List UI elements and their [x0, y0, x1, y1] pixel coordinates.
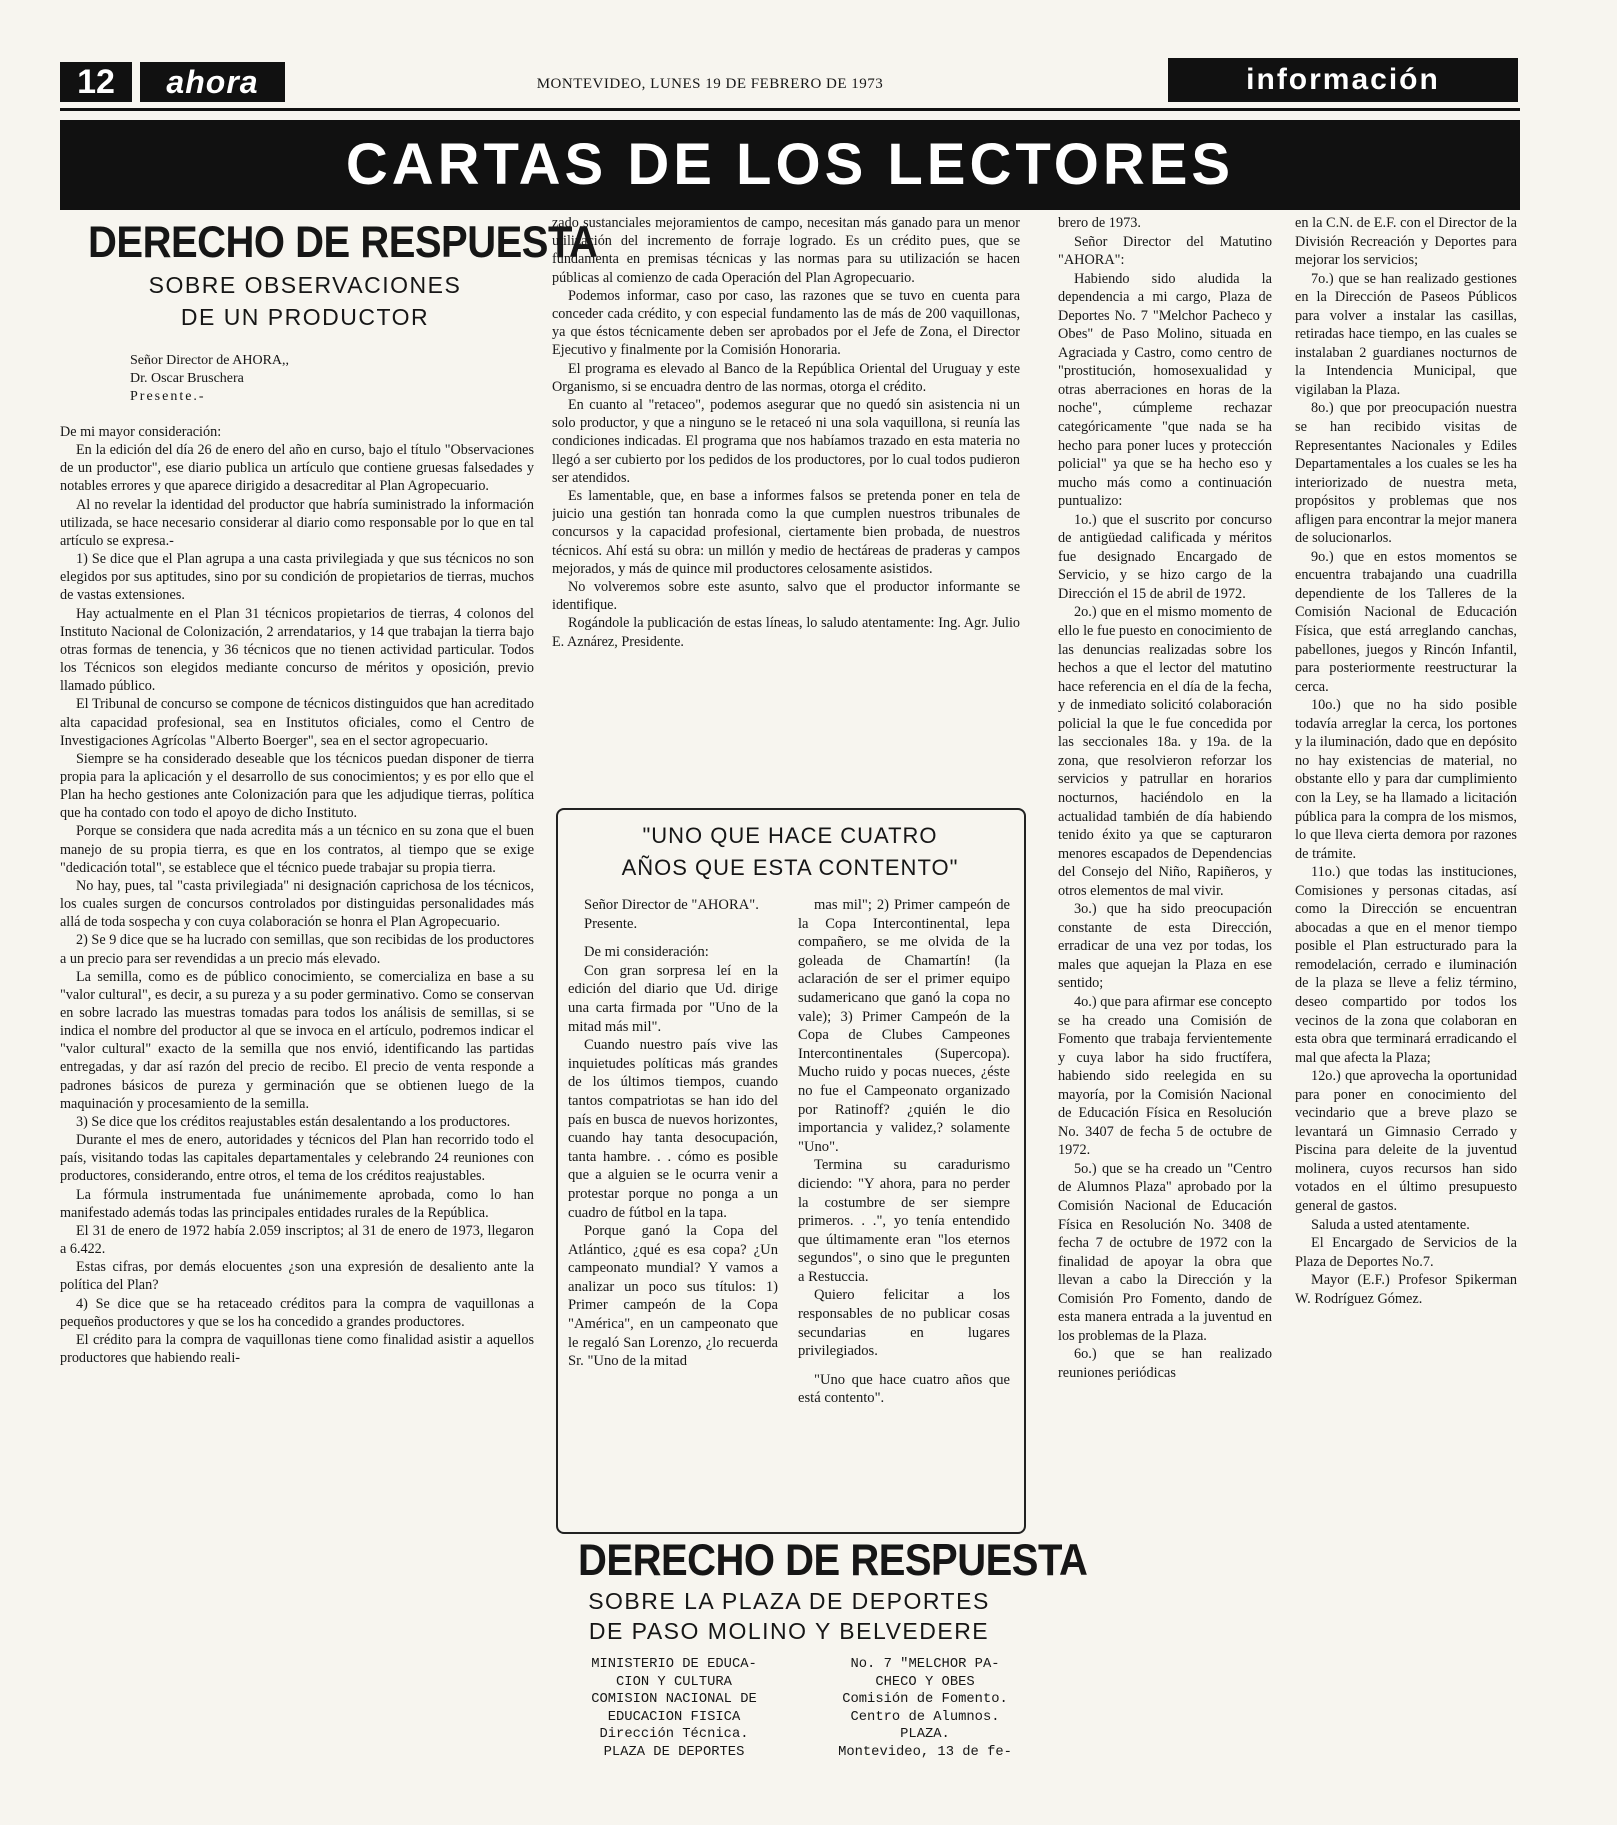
paragraph: Quiero felicitar a los responsables de no publicar cosas secundarias en lugares privilegiados. — [798, 1287, 1010, 1360]
article-subheadline: DE UN PRODUCTOR — [180, 304, 430, 330]
article-subheadline: SOBRE OBSERVACIONES — [148, 272, 462, 298]
paragraph: Durante el mes de enero, autoridades y técnicos del Plan han recorrido todo el país, visitando todas las capitales departamentales y celebrando 24 reuniones con productores, considerando, entre otros, el tema de los créditos reajustables. — [60, 1132, 534, 1185]
paragraph: 7o.) que se han realizado gestiones en la Dirección de Paseos Públicos para volver a instalar las casillas, retiradas hace tiempo, en las cuales se instalaban 2 guardianes nocturnos de la Intendencia Municipal, que vigilaban la Plaza. — [1295, 270, 1517, 398]
letter-title-line: AÑOS QUE ESTA CONTENTO" — [621, 855, 959, 880]
salutation-line: Dr. Oscar Bruschera — [130, 371, 244, 386]
paragraph: 2) Se 9 dice que se ha lucrado con semillas, que son recibidas de los productores a un precio para ser revendidas a un precio más elevado. — [60, 932, 534, 967]
header-rule — [60, 108, 1520, 111]
publication-logo: ahora — [140, 62, 285, 102]
paragraph: mas mil"; 2) Primer campeón de la Copa Intercontinental, lepa compañero, se me olvida de la goleada de Chamartín! (la aclaración de ser el primer equipo sudamericano que ganó la copa no vale); 3) Primer Campeón de la Copa de Clubes Campeones Intercontinentales (Supercopa). Mucho ruido y pocas nueces, ¿éste no fue el Campeonato organizado por Ratinoff? ¿quién le dio importancia y validez,? solamente "Uno". — [798, 897, 1010, 1155]
paragraph: El programa es elevado al Banco de la República Oriental del Uruguay y este Organismo, si se encuadra dentro de las normas, otorga el crédito. — [552, 360, 1020, 395]
paragraph: El 31 de enero de 1972 había 2.059 inscriptos; al 31 de enero de 1973, llegaron a 6.422. — [60, 1222, 534, 1258]
paragraph: 3) Se dice que los créditos reajustables están desalentando a los productores. — [76, 1113, 511, 1130]
paragraph: Estas cifras, por demás elocuentes ¿son una expresión de desaliento ante la política del Plan? — [60, 1259, 534, 1294]
paragraph: Porque se considera que nada acredita más a un técnico en su zona que el buen manejo de su propia tierra, es que en los contratos, al tiempo que se exige "dedicación total", se establece que el técnico puede trabajar su propia tierra. — [60, 823, 534, 876]
memo-line: Montevideo, 13 de fe- — [838, 1744, 1012, 1760]
article-subheadline: DE PASO MOLINO Y BELVEDERE — [588, 1618, 990, 1644]
salutation — [130, 352, 289, 406]
paragraph: Al no revelar la identidad del productor que habría suministrado la información utilizada, se hace necesario considerar al diario como responsable por lo que en tal artículo se expresa.- — [60, 496, 534, 549]
dateline: MONTEVIDEO, LUNES 19 DE FEBRERO DE 1973 — [536, 76, 884, 92]
paragraph: 5o.) que se ha creado un "Centro de Alumnos Plaza" aprobado por la Comisión Nacional de Educación Física en Resolución No. 3408 de fecha 7 de octubre de 1972 con la finalidad de apoyar la obra que llevan a cabo la Dirección y la Comisión Pro Fomento, dando de esta manera entrada a la juventud en los problemas de la Plaza. — [1058, 1160, 1272, 1344]
paragraph: Hay actualmente en el Plan 31 técnicos propietarios de tierras, 4 colonos del Instituto Nacional de Colonización, 2 arrendatarios, y 14 que trabajan la tierra bajo otras formas de tenencia, y 36 técnicos que no tienen actividad particular. Todos los Técnicos son elegidos mediante concurso de méritos y oposición, previo llamado público. — [60, 605, 534, 695]
section-banner: CARTAS DE LOS LECTORES — [60, 120, 1520, 210]
article-column-1 — [60, 423, 534, 1813]
paragraph: 4o.) que para afirmar ese concepto se ha creado una Comisión de Fomento que trabaja fervientemente y cuya labor ha sido fructífera, habiendo sido reelegida en su mayoría, por la Comisión Nacional de Educación Física en Resolución No. 3407 de fecha 5 de octubre de 1972. — [1058, 993, 1272, 1159]
section-label: información — [1168, 58, 1518, 102]
memo-line: PLAZA. — [900, 1727, 950, 1742]
paragraph: 12o.) que aprovecha la oportunidad para poner en conocimiento del vecindario que a breve plazo se levantará un Gimnasio Cerrado y Piscina para deleite de la juventud molinera, cuyos recursos han sido votados en el último presupuesto general de gastos. — [1295, 1068, 1517, 1214]
paragraph: De mi mayor consideración: — [60, 424, 222, 440]
paragraph: El crédito para la compra de vaquillonas tiene como finalidad asistir a aquellos productores que habiendo reali- — [60, 1331, 534, 1366]
paragraph: Termina su caradurismo diciendo: "Y ahora, para no perder la costumbre de ser siempre primeros. . .", yo tenía entendido que últimamente eran "los eternos segundos", o sino que le pregunten a Restuccia. — [798, 1157, 1010, 1285]
article-subheadline: SOBRE LA PLAZA DE DEPORTES — [588, 1588, 990, 1614]
paragraph: brero de 1973. — [1058, 215, 1141, 231]
salutation-line: Señor Director de AHORA,, — [130, 353, 290, 368]
memo-line: COMISION NACIONAL DE — [591, 1692, 757, 1707]
paragraph: El Encargado de Servicios de la Plaza de Deportes No.7. — [1295, 1235, 1517, 1270]
paragraph: Porque ganó la Copa del Atlántico, ¿qué es esa copa? ¿Un campeonato mundial? Y vamos a analizar un poco sus títulos: 1) Primer campeón de la Copa "América", en un campeonato que le regaló San Lorenzo, ¿lo recuerda Sr. "Uno de la mitad — [568, 1223, 778, 1370]
paragraph: en la C.N. de E.F. con el Director de la División Recreación y Deportes para mejorar los servicios; — [1295, 215, 1517, 269]
paragraph: 11o.) que todas las instituciones, Comisiones y personas citadas, así como la Dirección se encuentran abocadas a que en el menor tiempo posible el Plan estructurado para la remodelación, cerrado e iluminación de la plaza se lleve a feliz término, deseo compartido por todos los vecinos de la zona que colaboran en esta obra que terminará erradicando el mal que afecta la Plaza; — [1295, 864, 1517, 1066]
letter-title-line: "UNO QUE HACE CUATRO — [642, 823, 938, 848]
memo-line: Comisión de Fomento. — [842, 1692, 1008, 1707]
memo-line: MINISTERIO DE EDUCA- — [591, 1657, 757, 1672]
paragraph: No hay, pues, tal "casta privilegiada" ni designación caprichosa de los técnicos, los cuales surgen de concursos controlados por distinguidas personalidades más allá de toda sospecha y con cuya colaboración se honra el Plan Agropecuario. — [60, 877, 534, 931]
letter-column-1 — [568, 896, 778, 1522]
paragraph: Rogándole la publicación de estas líneas, lo saludo atentamente: Ing. Agr. Julio E. Aznárez, Presidente. — [552, 615, 1020, 650]
paragraph: De mi consideración: — [584, 944, 709, 961]
paragraph: En la edición del día 26 de enero del año en curso, bajo el título "Observaciones de un productor", ese diario publica un artículo que contiene gruesas falsedades y notables errores y que aparece dirigido a desacreditar al Plan Agropecuario. — [60, 442, 534, 495]
paragraph: Con gran sorpresa leí en la edición del diario que Ud. dirige una carta firmada por "Uno de la mitad más mil". — [568, 962, 778, 1035]
page-number: 12 — [60, 62, 132, 102]
paragraph: La semilla, como es de público conocimiento, se comercializa en base a su "valor cultural", es decir, a su pureza y a su poder germinativo. Como se conservan en sobre lacrado las muestras tomadas para todos los análisis de semillas, si se indica el nombre del productor al que se invoca en el artículo, podremos indicar el "valor cultural" exacto de la semilla que nos envió, identificando las partidas entregadas, y dar así razón del precio de recibo. El precio de venta responde a padrones básicos de pureza y germinación que se obtienen luego de la maquinación y procesamiento de la semilla. — [60, 968, 534, 1112]
article-column-4 — [1295, 214, 1517, 1814]
memo-line: Dirección Técnica. — [599, 1727, 749, 1742]
paragraph: Siempre se ha considerado deseable que los técnicos puedan disponer de tierra propia para la aplicación y el desarrollo de sus conocimientos; y es por ello que el Plan ha hecho gestiones ante Colonización para que les adjudique tierras, política que ha contado con todo el apoyo de dicho Instituto. — [60, 750, 534, 822]
paragraph: 10o.) que no ha sido posible todavía arreglar la cerca, los portones y la iluminación, dado que en depósito no hay existencias de material, no obstante ello y para dar cumplimiento con la Ley, se ha llamado a licitación pública para la compra de los mismos, lo que lleva cierta demora por razones de trámite. — [1295, 697, 1517, 862]
paragraph: Podemos informar, caso por caso, las razones que se tuvo en cuenta para conceder cada crédito, y con especial fundamento las de más de 200 vaquillonas, ya que éstos técnicamente deben ser aprobados por el Jefe de Zona, el Director Ejecutivo y finalmente por la Comisión Honoraria. — [552, 287, 1020, 359]
paragraph: En cuanto al "retaceo", podemos asegurar que no quedó sin asistencia ni un solo productor, y que a ninguno se le retaceó ni una sola vaquillona, si reunía las condiciones indicadas. El programa que nos habíamos trazado en esta materia no llegó a ser cubierto por los pedidos de los productores, por lo cual todos pudieron ser atendidos. — [552, 397, 1020, 486]
paragraph: 6o.) que se han realizado reuniones periódicas — [1058, 1346, 1272, 1381]
article-headline: DERECHO DE RESPUESTA — [578, 1536, 1088, 1586]
paragraph: 1o.) que el suscrito por concurso de antigüedad calificada y méritos fue designado Encargado de Servicio, y se hizo cargo de la Dirección el 15 de abril de 1972. — [1058, 511, 1272, 602]
paragraph: 9o.) que en estos momentos se encuentra trabajando una cuadrilla dependiente de los Talleres de la Comisión Nacional de Educación Física, que está arreglando canchas, pabellones, juegos y Rincón Infantil, para posteriormente reestructurar la cerca. — [1295, 548, 1517, 695]
paragraph: El Tribunal de concurso se compone de técnicos distinguidos que han acreditado alta capacidad profesional, sea en Institutos oficiales, como el Centro de Investigaciones Agrícolas "Alberto Boerger", sea en el sector agropecuario. — [60, 696, 534, 749]
article-headline: DERECHO DE RESPUESTA — [88, 218, 598, 268]
paragraph: 1) Se dice que el Plan agrupa a una casta privilegiada y que sus técnicos no son elegidos por sus aptitudes, sino por su condición de propietarios de tierras, muchos de vastas extensiones. — [60, 551, 534, 604]
paragraph: Es lamentable, que, en base a informes falsos se pretenda poner en tela de juicio una gestión tan honrada como la que cumplen nuestros tribunales de concursos y la capacidad profesional, ciertamente bien probada, de nuestros técnicos. Ahí está su obra: un millón y medio de hectáreas de praderas y campos mejorados, y más de quince mil productores celosamente asistidos. — [552, 488, 1020, 577]
paragraph: 2o.) que en el mismo momento de ello le fue puesto en conocimiento de las denuncias realizadas sobre los hechos a que el lector del matutino hace referencia en el día de la fecha, y de inmediato solicitó colaboración policial la que le fue concedida por las seccionales 18a. y 19a. de la zona, que resolvieron reforzar los servicios y patrullar en horarios nocturnos, haciéndolo en la actualidad también de día habiendo tenido éxito ya que se capturaron menores escapados de Dependencias del Consejo del Niño, Rapiñeros, y otros elementos de mal vivir. — [1058, 604, 1272, 899]
memo-line: CHECO Y OBES — [875, 1674, 975, 1690]
paragraph: La fórmula instrumentada fue unánimemente aprobada, como lo han manifestado además todas las principales entidades rurales de la República. — [60, 1186, 534, 1221]
paragraph: "Uno que hace cuatro años que está contento". — [798, 1371, 1010, 1407]
paragraph: 4) Se dice que se ha retaceado créditos para la compra de vaquillonas a pequeños productores y que se los ha concedido a grandes productores. — [60, 1295, 534, 1330]
paragraph: 8o.) que por preocupación nuestra se han recibido visitas de Representantes Nacionales y Ediles Departamentales a los cuales se les ha interiorizado de nuestra meta, propósitos y problemas que nos afligen para encontrar la mejor manera de solucionarlos. — [1295, 400, 1517, 547]
article-column-3 — [1058, 214, 1272, 1814]
paragraph: Habiendo sido aludida la dependencia a mi cargo, Plaza de Deportes No. 7 "Melchor Pacheco y Obes" de Paso Molino, situada en Agraciada y Castro, como centro de "prostitución, homosexualidad y otras aberraciones en horas de la noche", cúmpleme rechazar categóricamente "que nada se ha hecho para poner luces y protección policial" ya que se ha hecho eso y mucho más como a continuación puntualizo: — [1058, 270, 1272, 510]
paragraph: Saluda a usted atentamente. — [1311, 1216, 1470, 1233]
memo-header-right — [810, 1656, 1040, 1761]
paragraph: Mayor (E.F.) Profesor Spikerman W. Rodríguez Gómez. — [1295, 1272, 1517, 1307]
paragraph: Cuando nuestro país vive las inquietudes políticas más grandes de los últimos tiempos, cuando tantos compatriotas se han ido del país en busca de nuevos horizontes, cuando hay tanta desocupación, tanta hambre. . . cómo es posible que a alguien se le ocurra venir a protestar porque no ponga a un cuadro de fútbol en la tapa. — [568, 1037, 778, 1221]
memo-header-left — [556, 1656, 792, 1761]
paragraph: 3o.) que ha sido preocupación constante de esta Dirección, erradicar de una vez por todas, los males que aquejan la Plaza en ese sentido; — [1058, 901, 1272, 992]
memo-line: EDUCACION FISICA — [607, 1709, 741, 1725]
letter-column-2 — [798, 896, 1010, 1522]
salutation-line: Presente.- — [130, 389, 206, 404]
paragraph: zado sustanciales mejoramientos de campo, necesitan más ganado para un menor utilización del incremento de forraje logrado. Es un crédito pues, que se fundamenta en premisas técnicas y las normas para su utilización se hacen públicas al comienzo de cada Operación del Plan Agropecuario. — [552, 215, 1020, 286]
paragraph: Presente. — [584, 915, 638, 932]
article-column-2 — [552, 214, 1020, 798]
memo-line: Centro de Alumnos. — [850, 1709, 1000, 1725]
paragraph: No volveremos sobre este asunto, salvo que el productor informante se identifique. — [552, 579, 1020, 614]
paragraph: Señor Director del Matutino "AHORA": — [1058, 233, 1272, 269]
paragraph: Señor Director de "AHORA". — [584, 897, 759, 913]
memo-line: No. 7 "MELCHOR PA- — [850, 1657, 1000, 1672]
letter-title — [560, 820, 1020, 884]
memo-line: CION Y CULTURA — [616, 1674, 732, 1690]
memo-line: PLAZA DE DEPORTES — [603, 1744, 745, 1760]
